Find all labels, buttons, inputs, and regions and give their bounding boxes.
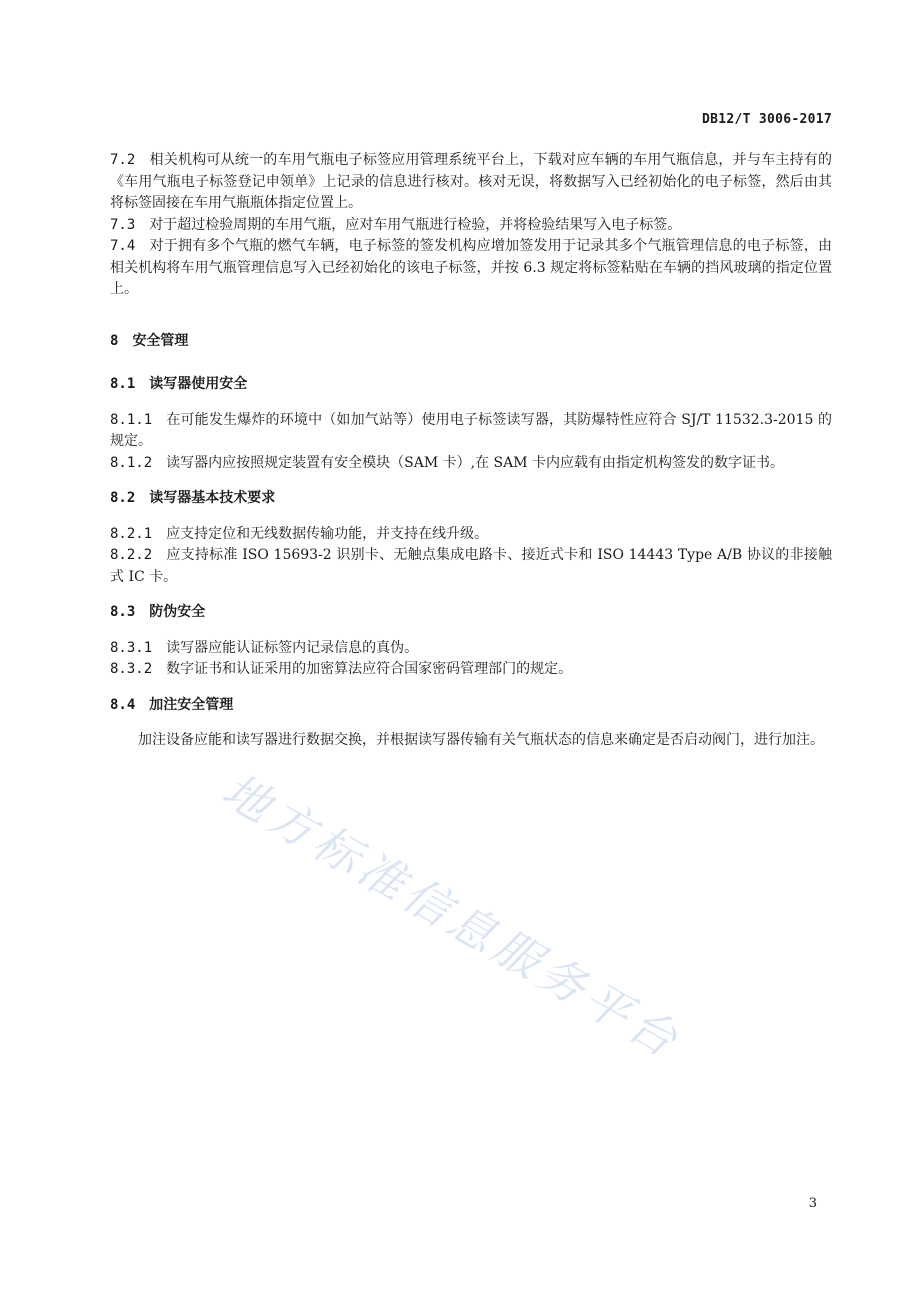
clause-text: 读写器内应按照规定装置有安全模块（SAM 卡）,在 SAM 卡内应载有由指定机构签发的数字证书。 xyxy=(166,454,785,471)
section-title: 加注安全管理 xyxy=(149,696,234,713)
clause-number: 8.3.1 xyxy=(110,639,153,656)
clause-8-1-1 xyxy=(110,410,832,453)
clause-8-3-1 xyxy=(110,638,832,660)
clause-number: 8.1.2 xyxy=(110,454,153,471)
page-number: 3 xyxy=(808,1196,817,1211)
section-number: 8.4 xyxy=(110,696,136,713)
clause-text: 应支持定位和无线数据传输功能，并支持在线升级。 xyxy=(166,525,489,542)
clause-number: 8.2.1 xyxy=(110,525,153,542)
section-title: 防伪安全 xyxy=(149,604,206,620)
clause-8-4-body: 加注设备应能和读写器进行数据交换，并根据读写器传输有关气瓶状态的信息来确定是否启动阀门，进行加注。 xyxy=(138,732,824,748)
clause-text: 相关机构可从统一的车用气瓶电子标签应用管理系统平台上，下载对应车辆的车用气瓶信息，并与车主持有的《车用气瓶电子标签登记申领单》上记录的信息进行核对。核对无误，将数据写入已经初始化的电子标签，然后由其将标签固接在车用气瓶瓶体指定位置上。 xyxy=(110,152,832,211)
section-heading-8-1 xyxy=(110,374,832,396)
section-number: 8.1 xyxy=(110,376,136,392)
section-title: 读写器基本技术要求 xyxy=(149,490,276,506)
clause-8-2-2 xyxy=(110,545,832,588)
clause-text: 在可能发生爆炸的环境中（如加气站等）使用电子标签读写器，其防爆特性应符合 SJ/T 11532.3-2015 的规定。 xyxy=(110,411,832,449)
section-number: 8 xyxy=(110,332,119,349)
clause-number: 8.2.2 xyxy=(110,547,153,563)
clause-text: 应支持标准 ISO 15693-2 识别卡、无触点集成电路卡、接近式卡和 ISO 14443 Type A/B 协议的非接触式 IC 卡。 xyxy=(110,547,832,585)
section-number: 8.3 xyxy=(110,604,136,620)
section-title: 安全管理 xyxy=(132,332,189,349)
clause-7-3 xyxy=(110,215,832,237)
clause-7-2 xyxy=(110,150,832,215)
clause-number: 8.3.2 xyxy=(110,661,153,677)
clause-text: 读写器应能认证标签内记录信息的真伪。 xyxy=(166,639,419,656)
clause-number: 7.3 xyxy=(110,216,136,233)
document-body xyxy=(110,150,832,752)
clause-8-3-2 xyxy=(110,659,832,681)
clause-number: 7.4 xyxy=(110,238,136,254)
clause-number: 7.2 xyxy=(110,152,136,168)
section-number: 8.2 xyxy=(110,490,136,506)
clause-text: 对于拥有多个气瓶的燃气车辆，电子标签的签发机构应增加签发用于记录其多个气瓶管理信息的电子标签，由相关机构将车用气瓶管理信息写入已经初始化的该电子标签，并按 6.3 规定将标签粘贴在车辆的挡风玻璃的指定位置上。 xyxy=(110,238,832,297)
clause-7-4 xyxy=(110,236,832,301)
watermark: 地方标准信息服务平台 xyxy=(213,762,691,1070)
section-heading-8-3 xyxy=(110,602,832,624)
clause-8-2-1 xyxy=(110,524,832,546)
clause-8-1-2 xyxy=(110,453,832,475)
document-code: DB12/T 3006-2017 xyxy=(701,112,832,127)
clause-text: 对于超过检验周期的车用气瓶，应对车用气瓶进行检验，并将检验结果写入电子标签。 xyxy=(149,216,682,233)
section-heading-8-4 xyxy=(110,695,832,717)
clause-text: 数字证书和认证采用的加密算法应符合国家密码管理部门的规定。 xyxy=(166,661,573,677)
section-heading-8-2 xyxy=(110,488,832,510)
section-title: 读写器使用安全 xyxy=(149,376,248,392)
clause-number: 8.1.1 xyxy=(110,411,153,428)
section-heading-8 xyxy=(110,331,832,353)
